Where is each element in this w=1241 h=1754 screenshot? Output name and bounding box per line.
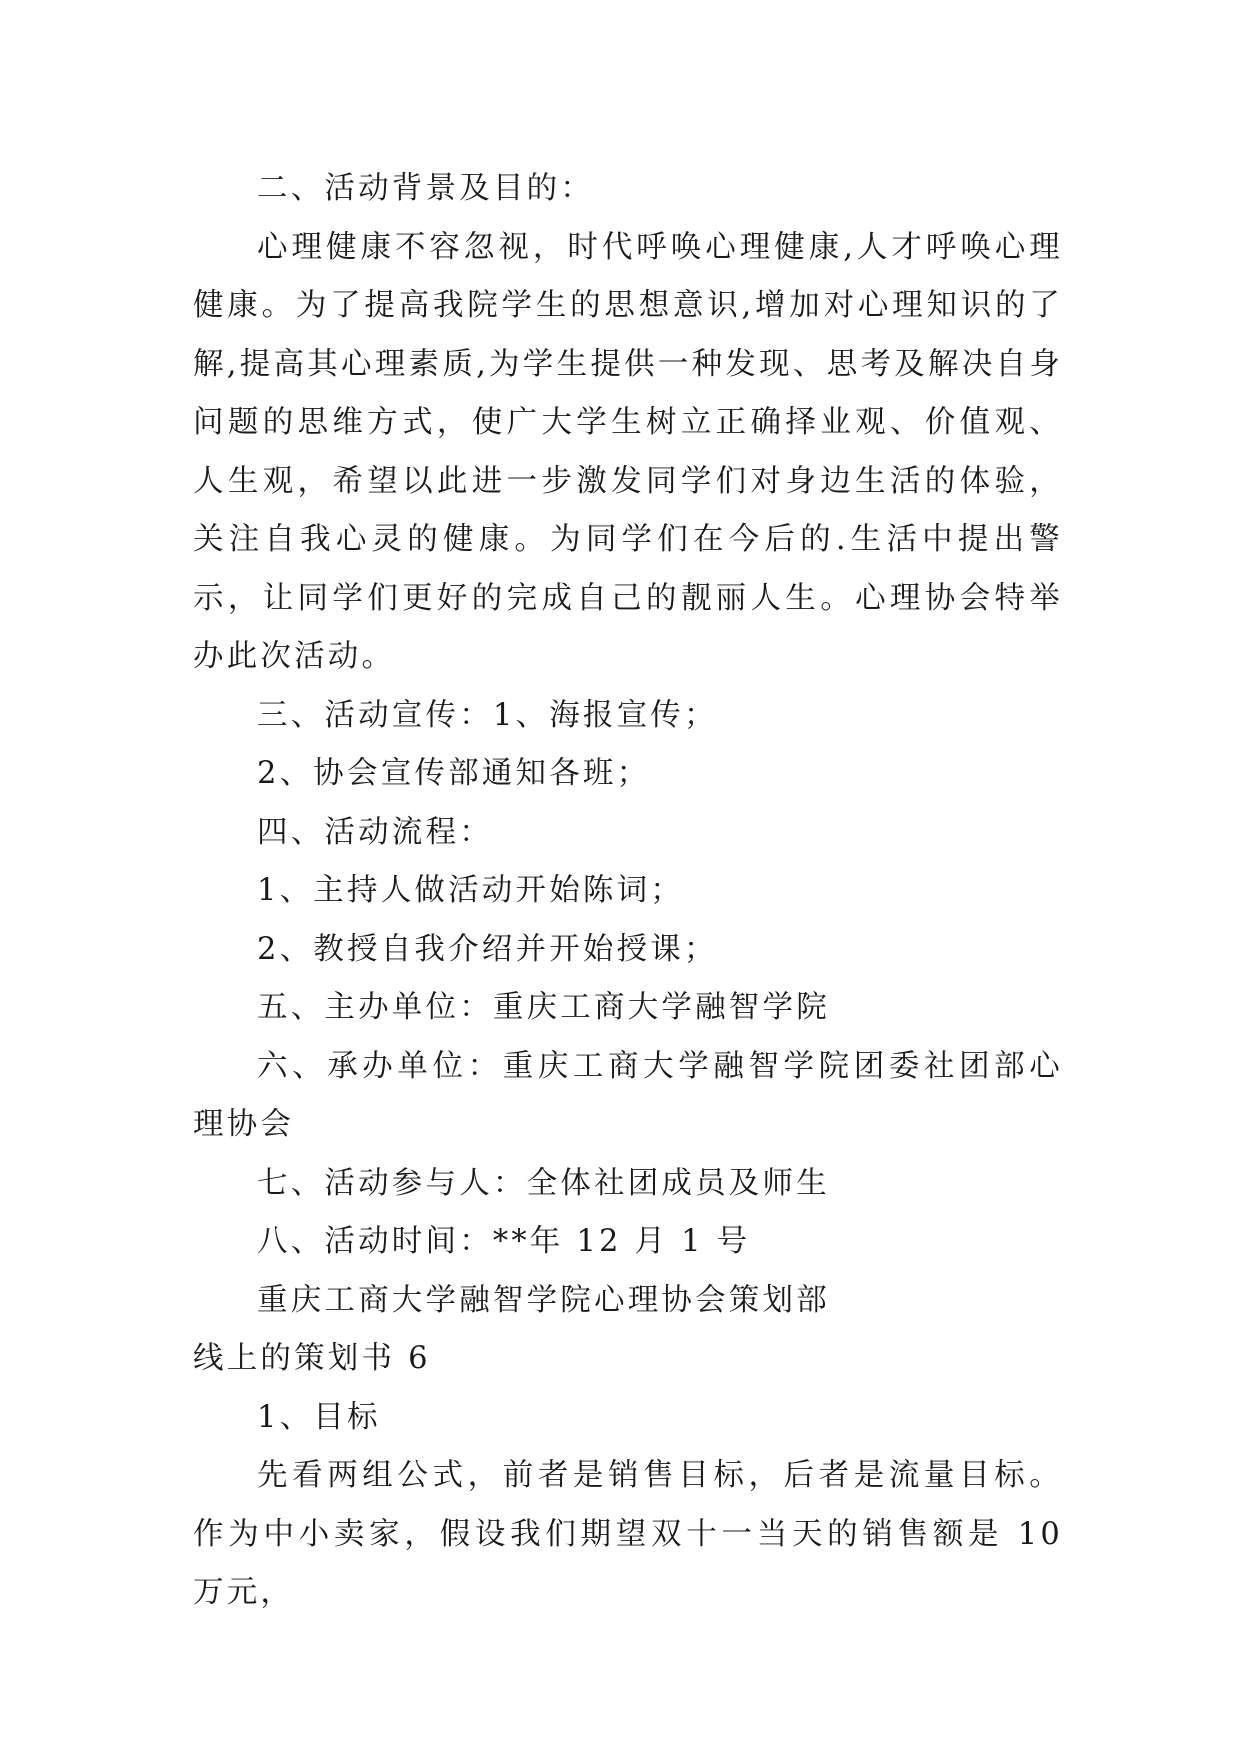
document-title: 线上的策划书 6 [193,1341,431,1376]
paragraph-background-body: 心理健康不容忽视，时代呼唤心理健康,人才呼唤心理健康。为了提高我院学生的思想意识,增加对心理知识的了解,提高其心理素质,为学生提供一种发现、思考及解决自身问题的思维方式，使广大学生树立正确择业观、价值观、人生观，希望以此进一步激发同学们对身边生活的体验，关注自我心灵的健康。为同学们在今后的.生活中提出警示，让同学们更好的完成自己的靓丽人生。心理协会特举办此次活动。 [193,229,1063,674]
paragraph-goal-body: 先看两组公式，前者是销售目标，后者是流量目标。作为中小卖家，假设我们期望双十一当天的销售额是 10 万元， [193,1458,1076,1610]
section-heading-promotion: 三、活动宣传：1、海报宣传； [257,697,718,733]
signature-line: 重庆工商大学融智学院心理协会策划部 [257,1282,830,1318]
section-heading-time: 八、活动时间：**年 12 月 1 号 [257,1224,751,1259]
section-heading-co-organizer: 六、承办单位：重庆工商大学融智学院团委社团部心理协会 [193,1048,1063,1142]
document-body [193,160,1076,1623]
section-heading-background: 二、活动背景及目的： [257,171,594,206]
list-item-promotion-2: 2、协会宣传部通知各班； [257,756,651,791]
section-heading-process: 四、活动流程： [257,814,493,850]
list-item-process-2: 2、教授自我介绍并开始授课； [257,931,718,967]
section-heading-participants: 七、活动参与人：全体社团成员及师生 [257,1165,830,1201]
section-heading-goal: 1、目标 [257,1399,381,1435]
list-item-process-1: 1、主持人做活动开始陈词； [257,873,685,908]
section-heading-organizer: 五、主办单位：重庆工商大学融智学院 [257,990,830,1025]
